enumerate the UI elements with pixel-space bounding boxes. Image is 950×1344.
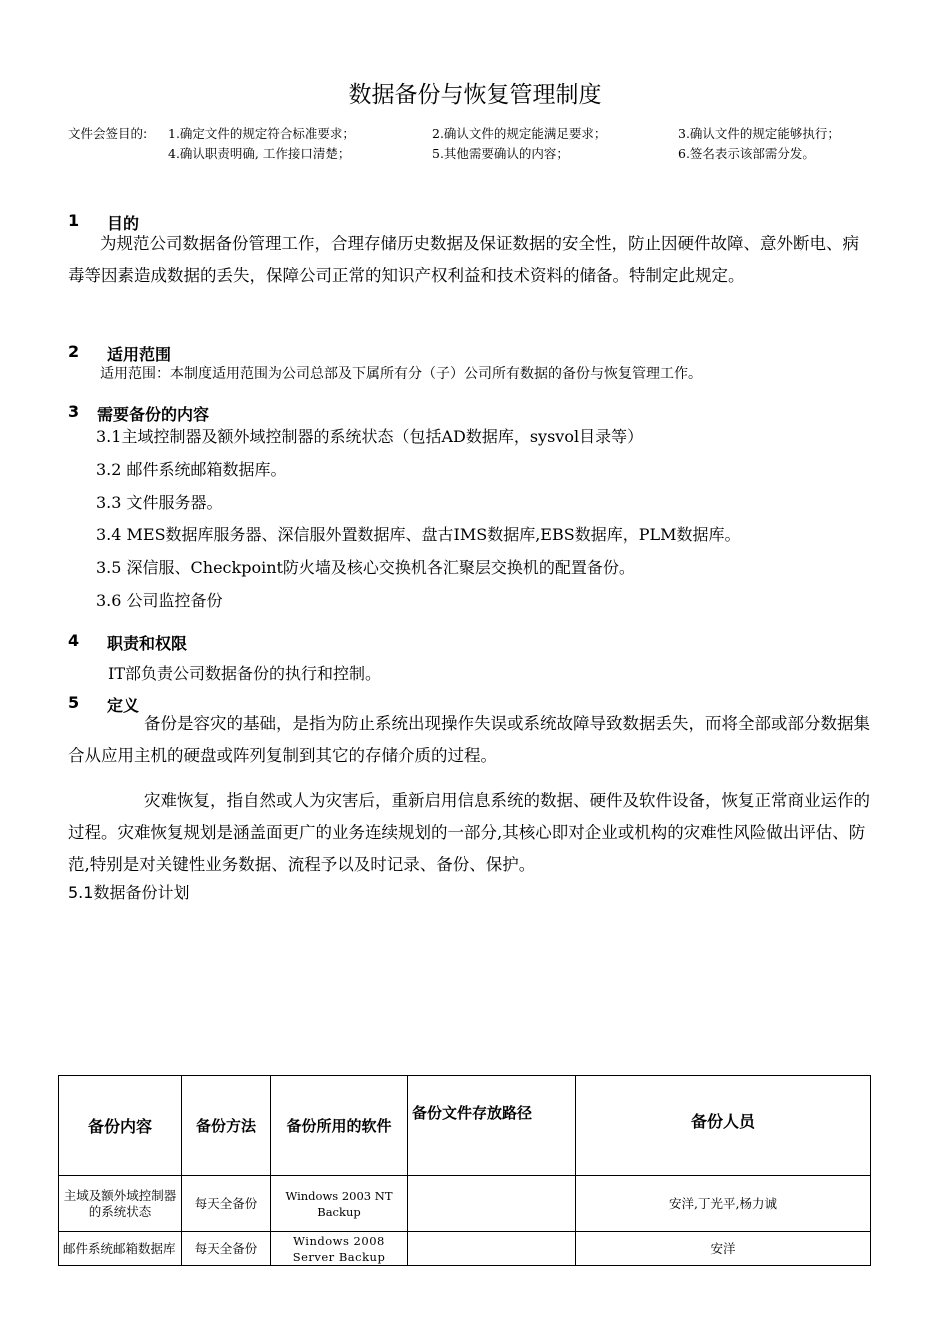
table-cell: 安洋: [576, 1232, 871, 1266]
signoff-item: 1.确定文件的规定符合标准要求；: [168, 126, 355, 141]
column-header: 备份所用的软件: [271, 1076, 408, 1176]
section-heading: 目的: [107, 214, 140, 233]
section-heading: 需要备份的内容: [97, 405, 210, 424]
signoff-item: 3.确认文件的规定能够执行；: [678, 126, 840, 141]
backup-plan-table: [58, 1075, 871, 1266]
column-header: 备份人员: [576, 1076, 871, 1176]
list-item: 3.6 公司监控备份: [96, 591, 223, 610]
list-item: 3.3 文件服务器。: [96, 493, 223, 512]
section-paragraph: 备份是容灾的基础，是指为防止系统出现操作失误或系统故障导致数据丢失，而将全部或部分数据集合从应用主机的硬盘或阵列复制到其它的存储介质的过程。: [68, 714, 870, 765]
section-heading: 职责和权限: [107, 634, 188, 653]
table-cell: [408, 1232, 576, 1266]
table-cell: Windows 2008 Server Backup: [271, 1232, 408, 1266]
table-row: [59, 1232, 871, 1266]
section-paragraph: IT部负责公司数据备份的执行和控制。: [108, 664, 381, 683]
section-heading: 定义: [107, 696, 140, 715]
section-number: 3: [68, 402, 80, 421]
table-cell: 主域及额外域控制器的系统状态: [59, 1176, 182, 1232]
signoff-item: 2.确认文件的规定能满足要求；: [432, 126, 607, 141]
section-paragraph: 灾难恢复，指自然或人为灾害后，重新启用信息系统的数据、硬件及软件设备，恢复正常商业运作的过程。灾难恢复规划是涵盖面更广的业务连续规划的一部分,其核心即对企业或机构的灾难性风险做出评估、防范,特别是对关键性业务数据、流程予以及时记录、备份、保护。: [68, 791, 870, 874]
table-cell: 每天全备份: [182, 1232, 271, 1266]
signoff-item: 5.其他需要确认的内容；: [432, 146, 569, 161]
column-header: 备份内容: [59, 1076, 182, 1176]
signoff-item: 6.签名表示该部需分发。: [678, 146, 815, 161]
section-heading: 适用范围: [107, 345, 172, 364]
section-number: 4: [68, 631, 80, 650]
page-title: 数据备份与恢复管理制度: [348, 82, 602, 108]
table-row: [59, 1176, 871, 1232]
table-cell: 安洋,丁光平,杨力诚: [576, 1176, 871, 1232]
section-number: 5: [68, 693, 80, 712]
table-cell: 每天全备份: [182, 1176, 271, 1232]
column-header: 备份文件存放路径: [408, 1076, 576, 1176]
section-number: 1: [68, 211, 80, 230]
signoff-label: 文件会签目的:: [68, 126, 148, 141]
list-item: 3.5 深信服、Checkpoint防火墙及核心交换机各汇聚层交换机的配置备份。: [96, 558, 635, 577]
section-paragraph: 为规范公司数据备份管理工作，合理存储历史数据及保证数据的安全性，防止因硬件故障、意外断电、病毒等因素造成数据的丢失，保障公司正常的知识产权利益和技术资料的储备。特制定此规定。: [68, 234, 859, 285]
list-item: 3.1主域控制器及额外域控制器的系统状态（包括AD数据库，sysvol目录等）: [96, 427, 644, 446]
subsection-heading: 5.1数据备份计划: [68, 883, 190, 902]
table-cell: 邮件系统邮箱数据库: [59, 1232, 182, 1266]
column-header: 备份方法: [182, 1076, 271, 1176]
table-header-row: [59, 1076, 871, 1176]
list-item: 3.4 MES数据库服务器、深信服外置数据库、盘古IMS数据库,EBS数据库，PLM数据库。: [96, 525, 741, 544]
section-number: 2: [68, 342, 80, 361]
table-cell: Windows 2003 NT Backup: [271, 1176, 408, 1232]
table-cell: [408, 1176, 576, 1232]
list-item: 3.2 邮件系统邮箱数据库。: [96, 460, 287, 479]
section-paragraph: 适用范围：本制度适用范围为公司总部及下属所有分（子）公司所有数据的备份与恢复管理工作。: [100, 366, 702, 382]
signoff-item: 4.确认职责明确, 工作接口清楚；: [168, 146, 351, 161]
